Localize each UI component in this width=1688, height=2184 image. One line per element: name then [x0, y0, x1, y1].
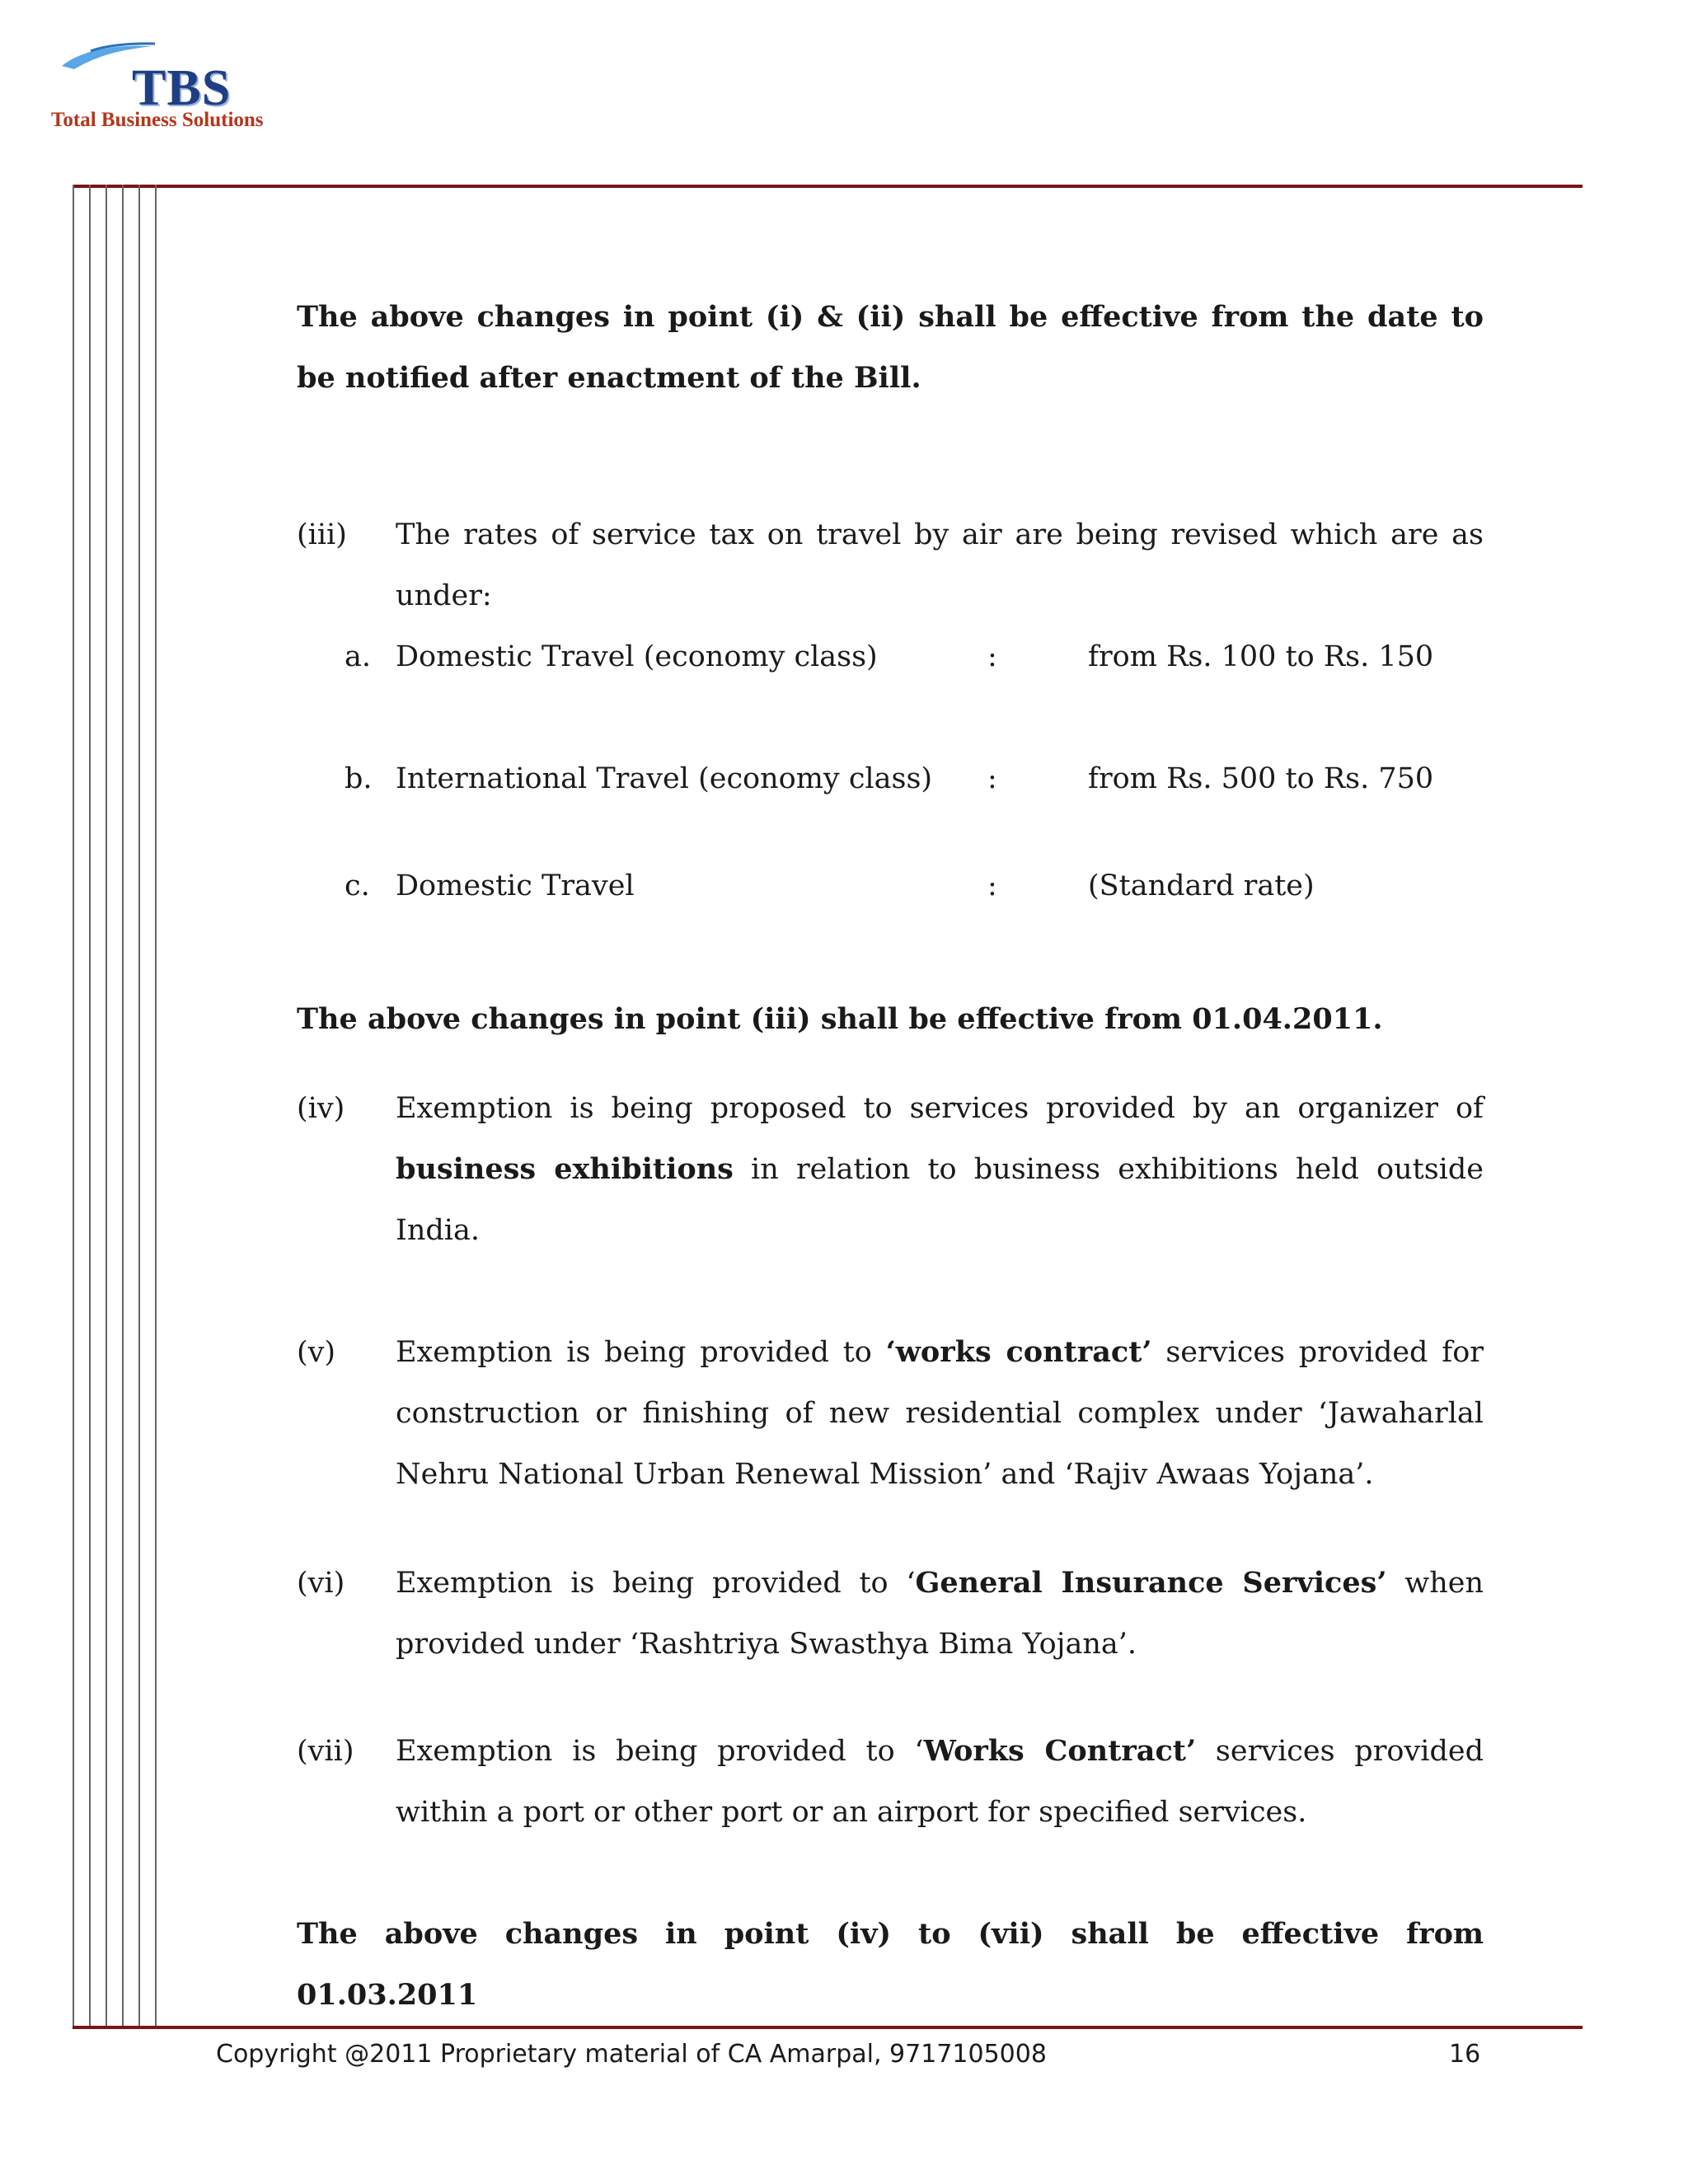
effective-note-i-ii: The above changes in point (i) & (ii) shall be effective from the date to be notified after enactment of the Bill.: [297, 300, 1484, 395]
rate-value: from Rs. 500 to Rs. 750: [1088, 762, 1434, 795]
bottom-rule: [73, 2026, 1582, 2029]
rate-label: Domestic Travel (economy class): [396, 640, 878, 673]
margin-line: [106, 185, 107, 2029]
item-text-plain: Exemption is being proposed to services provided by an organizer of: [396, 1092, 1484, 1125]
item-text-emphasis: business exhibitions: [396, 1152, 734, 1186]
margin-line: [73, 185, 74, 2029]
margin-line: [138, 185, 140, 2029]
item-text-plain: services provided for construction or finishing of new residential complex under ‘Jawaharlal Nehru National Urban Renewal Mission’ and ‘Rajiv Awaas Yojana’.: [396, 1336, 1484, 1491]
logo-text: TBS: [132, 60, 232, 116]
rate-letter: b.: [345, 762, 373, 795]
item-number-iii: (iii): [297, 518, 347, 551]
rate-colon: :: [987, 762, 997, 795]
margin-line: [122, 185, 124, 2029]
item-number-iv: (iv): [297, 1092, 345, 1125]
company-logo: [49, 41, 346, 136]
rate-label: International Travel (economy class): [396, 762, 933, 795]
rate-value: (Standard rate): [1088, 869, 1315, 902]
item-text-plain: services provided within a port or other port or an airport for specified services.: [396, 1735, 1484, 1829]
rate-colon: :: [987, 640, 997, 673]
logo-subtitle: Total Business Solutions: [51, 109, 264, 131]
top-rule: [73, 185, 1582, 188]
item-text-plain: in relation to business exhibitions held outside India.: [396, 1153, 1484, 1247]
copyright-notice: Copyright @2011 Proprietary material of CA Amarpal, 9717105008: [216, 2040, 1047, 2069]
item-number-v: (v): [297, 1336, 336, 1369]
item-text-plain: Exemption is being provided to ‘: [396, 1567, 916, 1600]
item-text-plain: when provided under ‘Rashtriya Swasthya Bima Yojana’.: [396, 1567, 1484, 1661]
item-number-vii: (vii): [297, 1735, 354, 1768]
item-text-iv: [396, 1078, 1484, 1261]
rate-letter: c.: [345, 869, 370, 902]
item-text-v: [396, 1322, 1484, 1505]
page-number: 16: [1449, 2040, 1481, 2069]
item-number-vi: (vi): [297, 1567, 345, 1600]
margin-line: [89, 185, 91, 2029]
effective-note-iii: The above changes in point (iii) shall be effective from 01.04.2011.: [297, 1002, 1383, 1036]
item-text-vii: [396, 1721, 1484, 1843]
item-text-vi: [396, 1553, 1484, 1675]
rate-label: Domestic Travel: [396, 869, 635, 902]
item-text-emphasis: ‘works contract’: [885, 1335, 1152, 1369]
effective-note-iv-vii: The above changes in point (iv) to (vii) shall be effective from 01.03.2011: [297, 1917, 1484, 2012]
margin-line: [155, 185, 157, 2029]
item-text-emphasis: General Insurance Services’: [915, 1566, 1387, 1600]
item-text-iii: The rates of service tax on travel by air are being revised which are as under:: [396, 518, 1484, 612]
item-text-emphasis: Works Contract’: [923, 1734, 1197, 1768]
rate-value: from Rs. 100 to Rs. 150: [1088, 640, 1434, 673]
rate-colon: :: [987, 869, 997, 902]
rate-letter: a.: [345, 640, 371, 673]
item-text-plain: Exemption is being provided to: [396, 1336, 886, 1369]
item-text-plain: Exemption is being provided to ‘: [396, 1735, 924, 1768]
